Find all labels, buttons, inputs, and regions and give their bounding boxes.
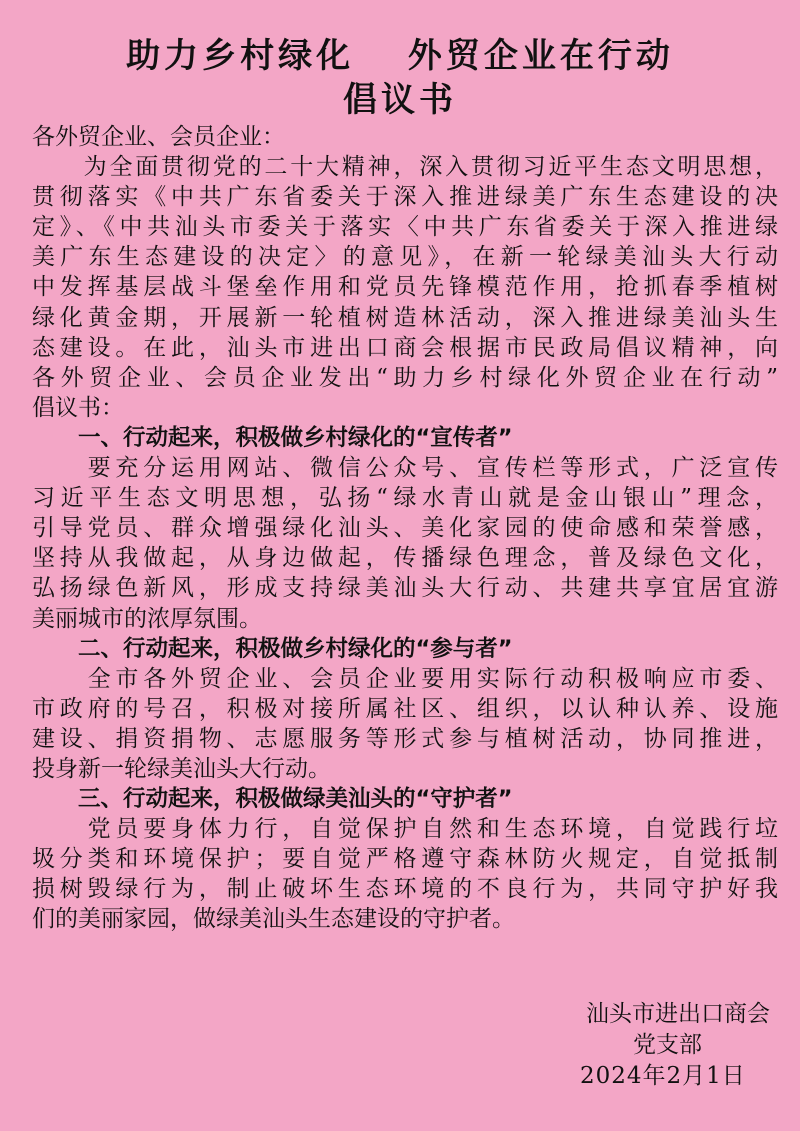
text-line: 态建设。在此，汕头市进出口商会根据市民政局倡议精神，向 (32, 334, 778, 361)
text-line: 们的美丽家园，做绿美汕头生态建设的守护者。 (32, 906, 515, 933)
text-line: 弘扬绿色新风，形成支持绿美汕头大行动、共建共享宜居宜游 (32, 575, 778, 602)
text-line: 圾分类和环境保护；要自觉严格遵守森林防火规定，自觉抵制 (32, 846, 778, 873)
text-line: 党员要身体力行，自觉保护自然和生态环境，自觉践行垃 (32, 816, 778, 843)
salutation: 各外贸企业、会员企业： (32, 124, 285, 150)
text-line: 全市各外贸企业、会员企业要用实际行动积极响应市委、 (32, 665, 778, 692)
signature-date: 2024年2月1日 (580, 1063, 746, 1089)
text-line: 倡议书： (32, 394, 124, 421)
signature-department: 党支部 (633, 1032, 702, 1058)
text-line: 投身新一轮绿美汕头大行动。 (32, 755, 331, 782)
section-heading-1: 一、行动起来，积极做乡村绿化的“宣传者” (78, 424, 513, 451)
text-line: 美广东生态建设的决定〉的意见》，在新一轮绿美汕头大行动 (32, 244, 778, 271)
document-body (32, 122, 778, 935)
text-line: 引导党员、群众增强绿化汕头、美化家园的使命感和荣誉感， (32, 515, 778, 542)
text-line: 各外贸企业、会员企业发出“助力乡村绿化外贸企业在行动” (32, 364, 778, 391)
text-line: 中发挥基层战斗堡垒作用和党员先锋模范作用，抢抓春季植树 (32, 274, 778, 301)
text-line: 市政府的号召，积极对接所属社区、组织，以认种认养、设施 (32, 695, 778, 722)
text-line: 习近平生态文明思想，弘扬“绿水青山就是金山银山”理念， (32, 485, 778, 512)
text-line: 坚持从我做起，从身边做起，传播绿色理念，普及绿色文化， (32, 545, 778, 572)
text-line: 建设、捐资捐物、志愿服务等形式参与植树活动，协同推进， (32, 725, 778, 752)
document-subtitle: 倡议书 (343, 80, 457, 120)
text-line: 要充分运用网站、微信公众号、宣传栏等形式，广泛宣传 (32, 455, 778, 482)
text-line: 贯彻落实《中共广东省委关于深入推进绿美广东生态建设的决 (32, 184, 778, 211)
text-line: 损树毁绿行为，制止破坏生态环境的不良行为，共同守护好我 (32, 876, 778, 903)
text-line: 为全面贯彻党的二十大精神，深入贯彻习近平生态文明思想， (32, 154, 778, 181)
section-heading-3: 三、行动起来，积极做绿美汕头的“守护者” (78, 786, 513, 813)
text-line: 定》、《中共汕头市委关于落实〈中共广东省委关于深入推进绿 (32, 214, 778, 241)
document-title: 助力乡村绿化 外贸企业在行动 (126, 36, 674, 76)
text-line: 美丽城市的浓厚氛围。 (32, 605, 262, 632)
section-heading-2: 二、行动起来，积极做乡村绿化的“参与者” (78, 635, 513, 662)
signature-organization: 汕头市进出口商会 (586, 1001, 770, 1027)
text-line: 绿化黄金期，开展新一轮植树造林活动，深入推进绿美汕头生 (32, 304, 778, 331)
